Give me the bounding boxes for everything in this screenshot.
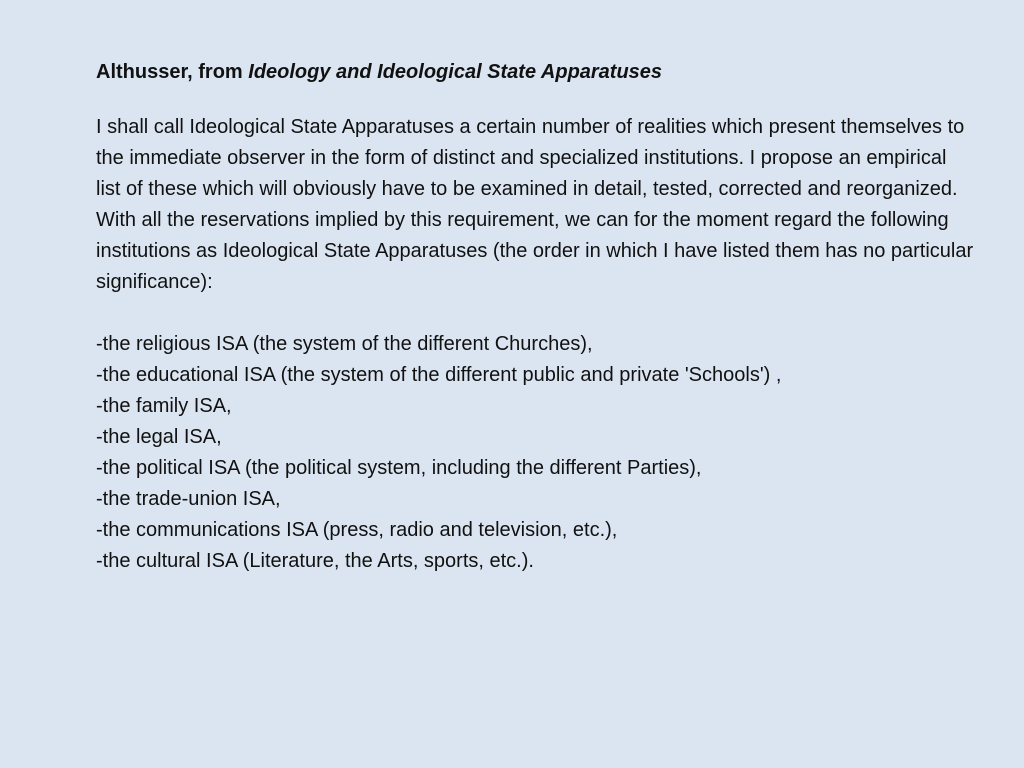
list-item: -the cultural ISA (Literature, the Arts, sports, etc.). xyxy=(96,550,534,572)
slide-title xyxy=(96,58,976,86)
title-author: Althusser, from xyxy=(96,61,249,83)
list-item: -the political ISA (the political system, including the different Parties), xyxy=(96,457,702,479)
quote-paragraph: I shall call Ideological State Apparatuses a certain number of realities which present themselves to the immediate observer in the form of distinct and specialized institutions. I propose an empirical list of these which will obviously have to be examined in detail, tested, corrected and reorganized. With all the reservations implied by this requirement, we can for the moment regard the following institutions as Ideological State Apparatuses (the order in which I have listed them has no particular significance): xyxy=(96,116,974,293)
list-item: -the family ISA, xyxy=(96,395,232,417)
isa-list xyxy=(96,329,976,577)
list-item: -the communications ISA (press, radio and television, etc.), xyxy=(96,519,618,541)
list-item: -the educational ISA (the system of the different public and private 'Schools') , xyxy=(96,364,782,386)
list-item: -the legal ISA, xyxy=(96,426,222,448)
title-work: Ideology and Ideological State Apparatuses xyxy=(248,61,663,83)
list-item: -the trade-union ISA, xyxy=(96,488,281,510)
slide-content xyxy=(96,58,976,577)
list-item: -the religious ISA (the system of the different Churches), xyxy=(96,333,593,355)
